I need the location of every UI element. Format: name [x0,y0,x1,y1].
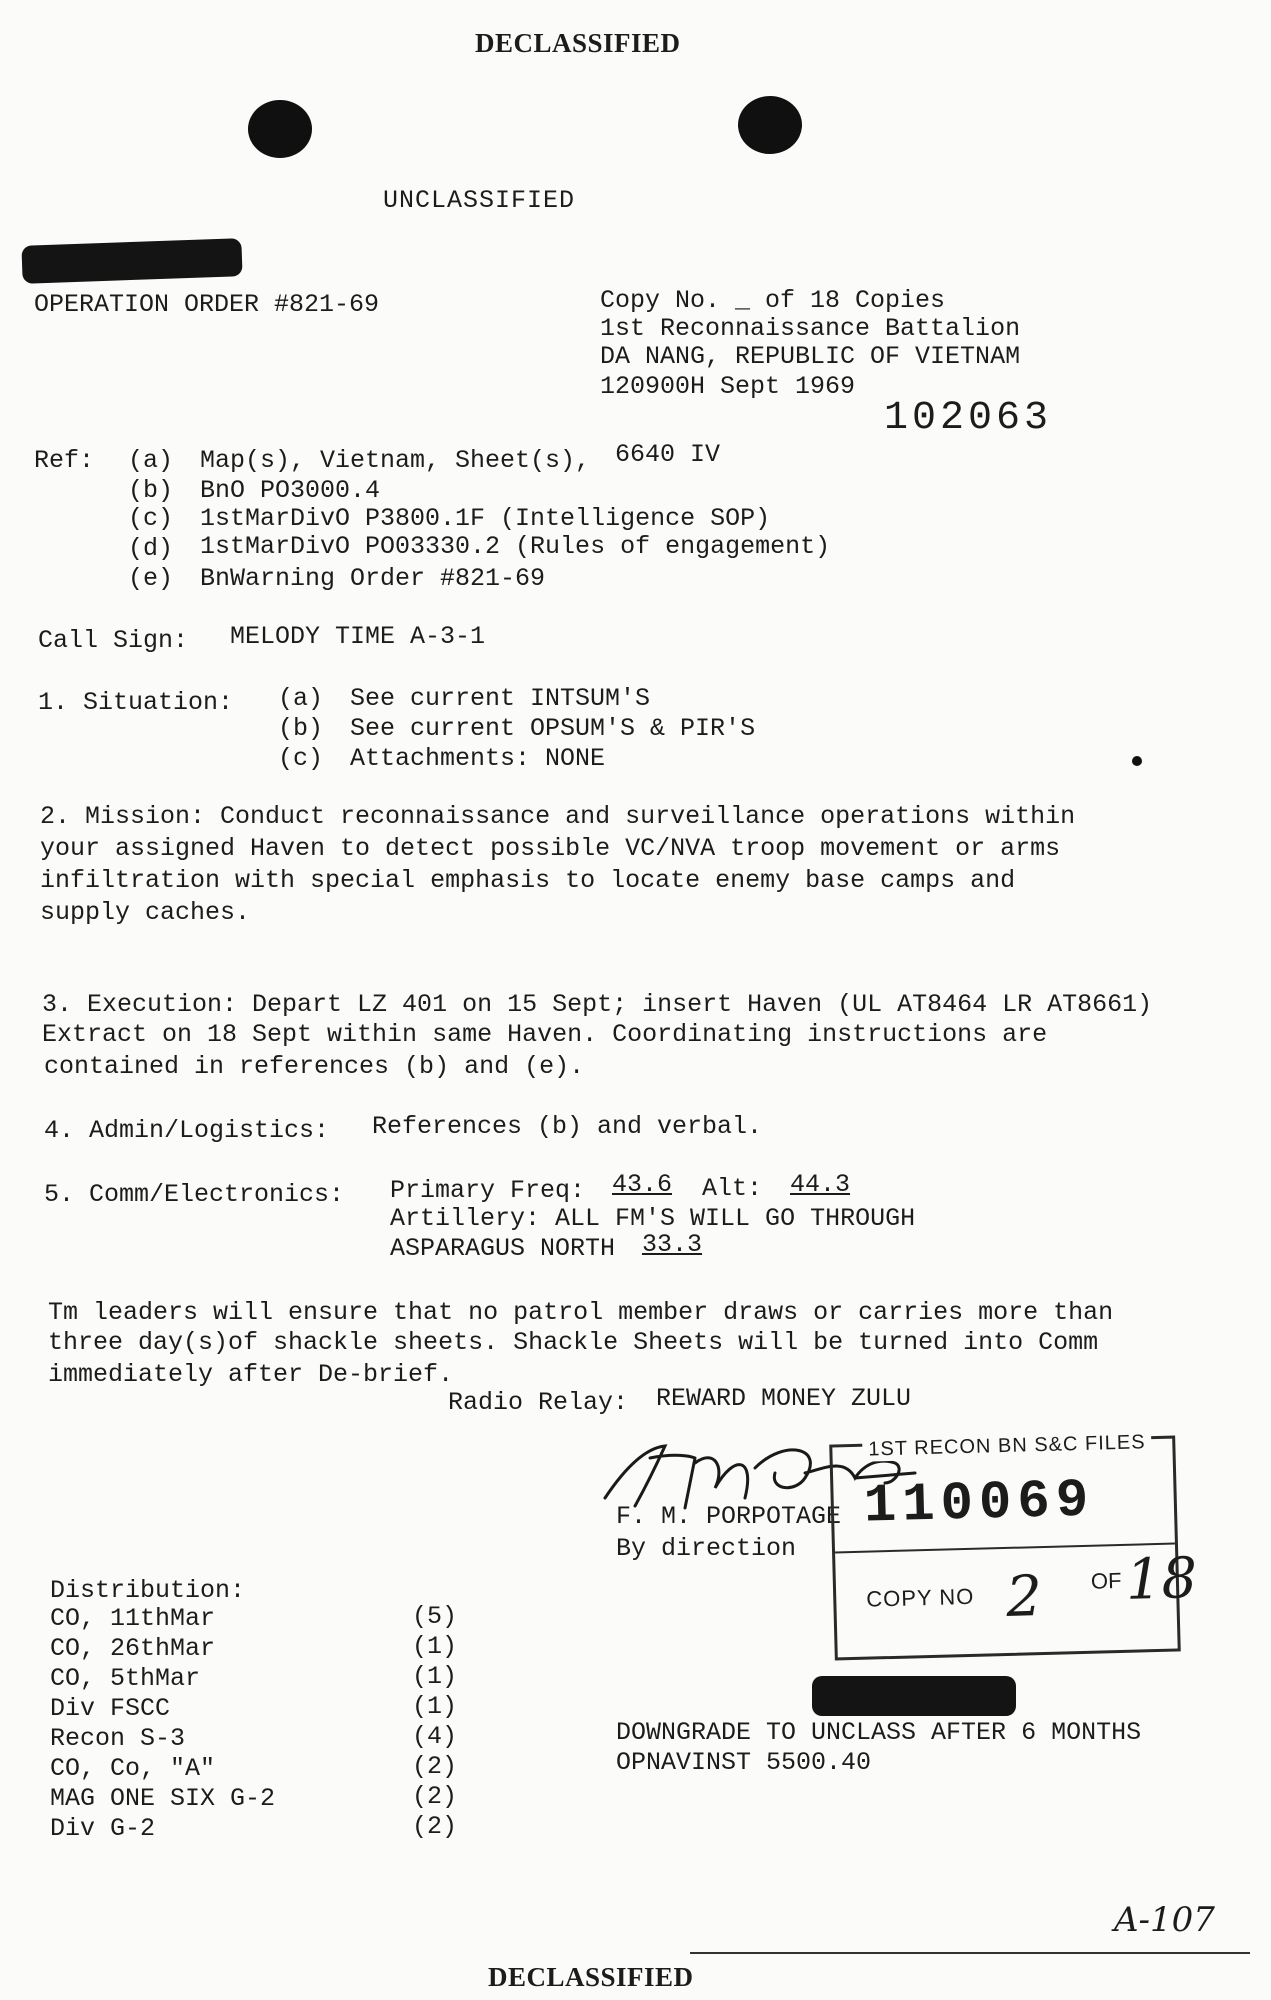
by-direction: By direction [616,1534,797,1563]
distribution-unit-6: CO, Co, "A" [50,1754,216,1783]
redaction-block-top [21,238,242,284]
ref-a-sheet: 6640 IV [615,440,721,469]
stamp-file-number: 110069 [863,1470,1096,1538]
distribution-count-5: (4) [412,1722,458,1751]
situation-a-text: See current INTSUM'S [350,684,651,713]
alt-freq-label: Alt: [702,1174,763,1203]
mission-line-1: 2. Mission: Conduct reconnaissance and surveillance operations within [40,802,1076,831]
mission-line-3: infiltration with special emphasis to locate enemy base camps and [40,866,1016,895]
asparagus-north-value: 33.3 [642,1230,703,1259]
copy-number-line: Copy No. _ of 18 Copies [600,286,946,315]
ref-d-text: 1stMarDivO PO03330.2 (Rules of engagement) [200,532,831,561]
distribution-count-3: (1) [412,1662,458,1691]
ref-e-text: BnWarning Order #821-69 [200,564,546,593]
distribution-unit-8: Div G-2 [50,1814,156,1843]
ref-a-text: Map(s), Vietnam, Sheet(s), [200,446,591,475]
call-sign-value: MELODY TIME A-3-1 [230,622,486,651]
distribution-count-7: (2) [412,1782,458,1811]
notice-line-1: Tm leaders will ensure that no patrol member draws or carries more than [48,1298,1114,1327]
signatory-name: F. M. PORPOTAGE [616,1502,842,1531]
footer-rule [690,1952,1250,1954]
stamp-copy-value: 2 [1005,1564,1043,1630]
distribution-count-8: (2) [412,1812,458,1841]
redaction-block-bottom [812,1676,1016,1716]
page-reference: A-107 [1114,1900,1215,1940]
punch-hole-left [248,100,312,158]
distribution-unit-4: Div FSCC [50,1694,171,1723]
execution-line-3: contained in references (b) and (e). [44,1052,585,1081]
stray-ink-dot [1132,756,1142,766]
references-label: Ref: [34,446,95,475]
alt-freq-value: 44.3 [790,1170,851,1199]
unit-name: 1st Reconnaissance Battalion [600,314,1021,343]
admin-logistics-text: References (b) and verbal. [372,1112,763,1141]
bottom-declassified-marking: DECLASSIFIED [488,1962,694,1992]
stamp-header: 1ST RECON BN S&C FILES [862,1431,1152,1462]
control-number-stamp: 102063 [884,396,1053,441]
mission-line-2: your assigned Haven to detect possible VC/NVA troop movement or arms [40,834,1061,863]
ref-b-letter: (b) [128,476,174,505]
distribution-count-6: (2) [412,1752,458,1781]
ref-a-letter: (a) [128,446,174,475]
call-sign-label: Call Sign: [38,626,189,655]
comm-electronics-label: 5. Comm/Electronics: [44,1180,345,1209]
radio-relay-value: REWARD MONEY ZULU [656,1384,912,1413]
unit-location: DA NANG, REPUBLIC OF VIETNAM [600,342,1021,371]
operation-order-title: OPERATION ORDER #821-69 [34,290,380,319]
ref-c-text: 1stMarDivO P3800.1F (Intelligence SOP) [200,504,771,533]
situation-b-text: See current OPSUM'S & PIR'S [350,714,756,743]
situation-label: 1. Situation: [38,688,234,717]
notice-line-2: three day(s)of shackle sheets. Shackle Sheets will be turned into Comm [48,1328,1099,1357]
radio-relay-label: Radio Relay: [448,1388,629,1417]
distribution-unit-3: CO, 5thMar [50,1664,201,1693]
situation-c-text: Attachments: NONE [350,744,606,773]
distribution-label: Distribution: [50,1576,246,1605]
stamp-divider [835,1543,1175,1554]
situation-b-letter: (b) [278,714,324,743]
ref-e-letter: (e) [128,564,174,593]
execution-line-2: Extract on 18 Sept within same Haven. Coordinating instructions are [42,1020,1048,1049]
primary-freq-value: 43.6 [612,1170,673,1199]
recon-files-stamp [829,1431,1198,1661]
unclassified-marking: UNCLASSIFIED [383,186,576,215]
downgrade-line-1: DOWNGRADE TO UNCLASS AFTER 6 MONTHS [616,1718,1142,1747]
top-declassified-marking: DECLASSIFIED [475,28,681,58]
ref-c-letter: (c) [128,504,174,533]
ref-b-text: BnO PO3000.4 [200,476,381,505]
situation-c-letter: (c) [278,744,324,773]
distribution-count-2: (1) [412,1632,458,1661]
ref-d-letter: (d) [128,534,174,563]
notice-line-3: immediately after De-brief. [48,1360,454,1389]
primary-freq-label: Primary Freq: [390,1176,586,1205]
date-time-group: 120900H Sept 1969 [600,372,856,401]
admin-logistics-label: 4. Admin/Logistics: [44,1116,330,1145]
mission-line-4: supply caches. [40,898,251,927]
stamp-of-label: OF [1090,1567,1122,1594]
downgrade-line-2: OPNAVINST 5500.40 [616,1748,872,1777]
distribution-unit-7: MAG ONE SIX G-2 [50,1784,276,1813]
punch-hole-right [738,96,802,154]
artillery-line: Artillery: ALL FM'S WILL GO THROUGH [390,1204,916,1233]
distribution-unit-2: CO, 26thMar [50,1634,216,1663]
asparagus-north-label: ASPARAGUS NORTH [390,1234,616,1263]
stamp-copy-label: COPY NO [865,1583,975,1612]
execution-line-1: 3. Execution: Depart LZ 401 on 15 Sept; insert Haven (UL AT8464 LR AT8661) [42,990,1153,1019]
distribution-unit-1: CO, 11thMar [50,1604,216,1633]
distribution-count-4: (1) [412,1692,458,1721]
stamp-of-value: 18 [1125,1545,1198,1613]
distribution-count-1: (5) [412,1602,458,1631]
distribution-unit-5: Recon S-3 [50,1724,186,1753]
situation-a-letter: (a) [278,684,324,713]
